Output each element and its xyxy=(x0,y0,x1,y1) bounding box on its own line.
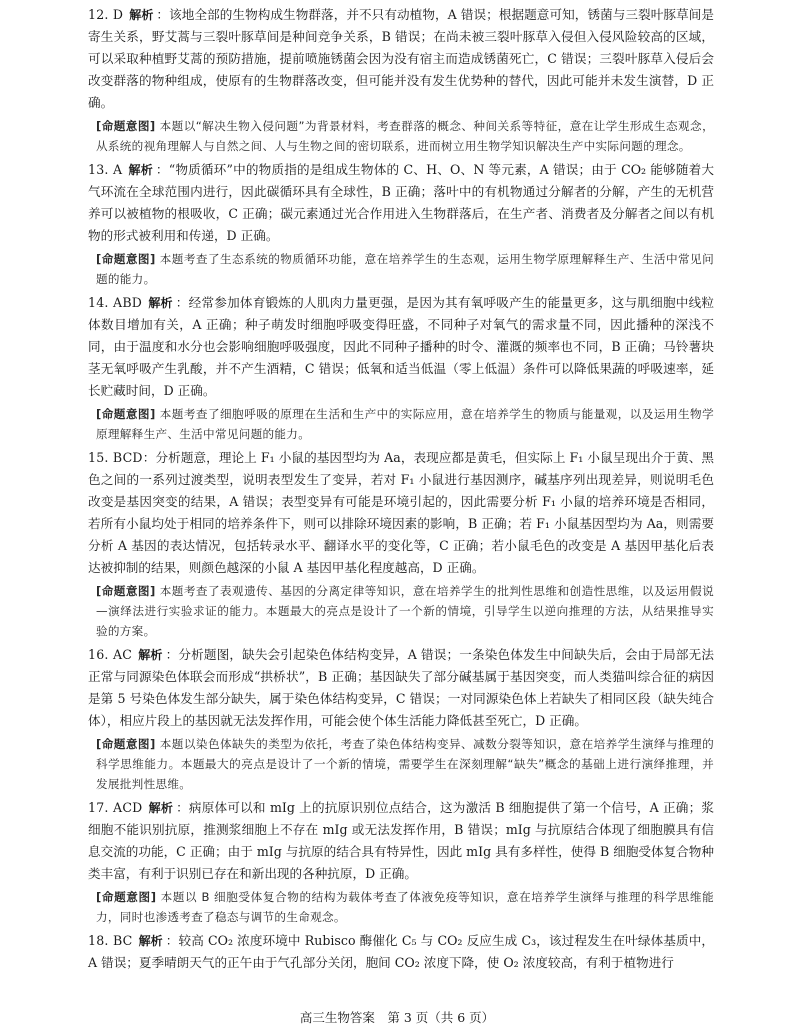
question-paragraph: 14. ABD 解析 ：经常参加体育锻炼的人肌肉力量更强，是因为其有氧呼吸产生的能量更多，这与肌细胞中线粒体数目增加有关，A 正确；种子萌发时细胞呼吸变得旺盛，不同种子对氧气的需求量不同，因此播种的深浅不同，由于温度和水分也会影响细胞呼吸强度，因此不同种子播种的时令、灌溉的频率也不同，B 正确；马铃薯块茎无氧呼吸产生乳酸，并不产生酒精，C 错误；低氧和适当低温（零上低温）条件可以降低果蔬的呼吸速率，延长贮藏时间，D 正确。 xyxy=(88,295,714,398)
intent-text: 本题考查了生态系统的物质循环功能，意在培养学生的生态观，运用生物学原理解释生产、生活中常见问题的能力。 xyxy=(96,252,714,286)
analysis-text: 分析题意，理论上 F₁ 小鼠的基因型均为 Aa，表现应都是黄毛，但实际上 F₁ 小鼠呈现出介于黄、黑色之间的一系列过渡类型，说明表型发生了变异，若对 F₁ 小鼠进行基因测序，碱基序列出现差异，则说明毛色改变是基因突变的结果，A 错误；表型变异有可能是环境引起的，因此需要分析 F₁ 小鼠的培养环境是否相同，若所有小鼠均处于相同的培养条件下，则可以排除环境因素的影响，B 正确；若 F₁ 小鼠基因型均为 Aa，则需要分析 A 基因的表达情况，包括转录水平、翻译水平的变化等，C 正确；若小鼠毛色的改变是 A 基因甲基化后表达被抑制的结果，则颜色越深的小鼠 A 基因甲基化程度越高，D 正确。 xyxy=(88,450,715,575)
analysis-text: 病原体可以和 mIg 上的抗原识别位点结合，这为激活 B 细胞提供了第一个信号，A 正确；浆细胞不能识别抗原，推测浆细胞上不存在 mIg 或无法发挥作用，B 错误；mIg 与抗原结合体现了细胞膜具有信息交流的功能，C 正确；由于 mIg 与抗原的结合具有特异性，因此 mIg 具有多样性，使得 B 细胞受体复合物种类丰富，有利于识别已存在和新出现的各种抗原，D 正确。 xyxy=(88,800,714,881)
question-paragraph: 16. AC 解析 ：分析题图，缺失会引起染色体结构变异，A 错误；一条染色体发生中间缺失后，会由于局部无法正常与同源染色体联会而形成“拱桥状”，B 正确；基因缺失了部分碱基属于基因突变，而人类猫叫综合征的病因是第 5 号染色体发生部分缺失，属于染色体结构变异，C 错误；一对同源染色体上若缺失了相同区段（缺失纯合体），相应片段上的基因就无法发挥作用，可能会使个体生活能力降低甚至死亡，D 正确。 xyxy=(88,647,714,728)
intent-tag: [命题意图] xyxy=(96,119,156,133)
question-17 xyxy=(88,797,714,927)
intent-text: 本题以“解决生物入侵问题”为背景材料，考查群落的概念、种间关系等特征，意在让学生形成生态观念，从系统的视角理解人与自然之间、人与生物之间的密切联系，进而树立用生物学知识解决生产中实际问题的理念。 xyxy=(96,119,714,153)
analysis-text: 经常参加体育锻炼的人肌肉力量更强，是因为其有氧呼吸产生的能量更多，这与肌细胞中线粒体数目增加有关，A 正确；种子萌发时细胞呼吸变得旺盛，不同种子对氧气的需求量不同，因此播种的深浅不同，由于温度和水分也会影响细胞呼吸强度，因此不同种子播种的时令、灌溉的频率也不同，B 正确；马铃薯块茎无氧呼吸产生乳酸，并不产生酒精，C 错误；低氧和适当低温（零上低温）条件可以降低果蔬的呼吸速率，延长贮藏时间，D 正确。 xyxy=(88,295,714,398)
intent-block xyxy=(96,116,714,156)
intent-block xyxy=(96,404,714,444)
analysis-text: 该地全部的生物构成生物群落，并不只有动植物，A 错误；根据题意可知，锈菌与三裂叶豚草间是寄生关系，野艾蒿与三裂叶豚草间是种间竞争关系，B 错误；在尚未被三裂叶豚草入侵但入侵风险较高的区域，可以采取种植野艾蒿的预防措施，提前喷施锈菌会因为没有宿主而造成锈菌死亡，C 错误；三裂叶豚草入侵后会改变群落的物种组成，使原有的生物群落改变，但可能并没有发生优势种的替代，因此可能并未发生演替，D 正确。 xyxy=(88,7,714,110)
intent-text: 本题考查了细胞呼吸的原理在生活和生产中的实际应用，意在培养学生的物质与能量观，以及运用生物学原理解释生产、生活中常见问题的能力。 xyxy=(96,407,714,441)
intent-block xyxy=(96,249,714,289)
question-18 xyxy=(88,930,714,974)
question-12 xyxy=(88,4,714,156)
analysis-text: 分析题图，缺失会引起染色体结构变异，A 错误；一条染色体发生中间缺失后，会由于局部无法正常与同源染色体联会而形成“拱桥状”，B 正确；基因缺失了部分碱基属于基因突变，而人类猫叫综合征的病因是第 5 号染色体发生部分缺失，属于染色体结构变异，C 错误；一对同源染色体上若缺失了相同区段（缺失纯合体），相应片段上的基因就无法发挥作用，可能会使个体生活能力降低甚至死亡，D 正确。 xyxy=(88,647,714,728)
intent-tag: [命题意图] xyxy=(96,407,156,421)
question-16 xyxy=(88,644,714,794)
analysis-label: 解析 xyxy=(148,296,173,310)
intent-tag: [命题意图] xyxy=(96,252,156,266)
analysis-label: 解析 xyxy=(129,8,154,22)
intent-tag: [命题意图] xyxy=(96,890,157,904)
intent-tag: [命题意图] xyxy=(96,584,156,598)
question-13 xyxy=(88,159,714,289)
analysis-label: 解析 xyxy=(128,163,153,177)
question-paragraph: 12. D 解析 ：该地全部的生物构成生物群落，并不只有动植物，A 错误；根据题意可知，锈菌与三裂叶豚草间是寄生关系，野艾蒿与三裂叶豚草间是种间竞争关系，B 错误；在尚未被三裂叶豚草入侵但入侵风险较高的区域，可以采取种植野艾蒿的预防措施，提前喷施锈菌会因为没有宿主而造成锈菌死亡，C 错误；三裂叶豚草入侵后会改变群落的物种组成，使原有的生物群落改变，但可能并没有发生优势种的替代，因此可能并未发生演替，D 正确。 xyxy=(88,7,714,110)
question-number: 18. BC xyxy=(88,933,133,948)
analysis-label: 解析 xyxy=(138,934,163,948)
intent-block xyxy=(96,734,714,794)
intent-text: 本题以 B 细胞受体复合物的结构为载体考查了体液免疫等知识，意在培养学生演绎与推理的科学思维能力，同时也渗透考查了稳态与调节的生命观念。 xyxy=(96,890,714,924)
intent-block xyxy=(96,887,714,927)
intent-text: 本题以染色体缺失的类型为依托，考查了染色体结构变异、减数分裂等知识，意在培养学生演绎与推理的科学思维能力。本题最大的亮点是设计了一个新的情境，需要学生在深刻理解“缺失”概念的基础上进行演绎推理，并发展批判性思维。 xyxy=(96,737,714,791)
question-paragraph: 13. A 解析 ：“物质循环”中的物质指的是组成生物体的 C、H、O、N 等元素，A 错误；由于 CO₂ 能够随着大气环流在全球范围内进行，因此碳循环具有全球性，B 正确；落叶中的有机物通过分解者的分解，产生的无机营养可以被植物的根吸收，C 正确；碳元素通过光合作用进入生物群落后，在生产者、消费者及分解者之间以有机物的形式被利用和传递，D 正确。 xyxy=(88,162,714,243)
question-paragraph: 18. BC 解析 ：较高 CO₂ 浓度环境中 Rubisco 酶催化 C₅ 与 CO₂ 反应生成 C₃，该过程发生在叶绿体基质中，A 错误；夏季晴朗天气的正午由于气孔部分关闭，胞间 CO₂ 浓度下降，使 O₂ 浓度较高，有利于植物进行 xyxy=(88,933,714,970)
question-15 xyxy=(88,447,714,641)
question-number: 15. BCD xyxy=(88,450,143,465)
question-14 xyxy=(88,292,714,444)
question-paragraph: 17. ACD 解析 ：病原体可以和 mIg 上的抗原识别位点结合，这为激活 B 细胞提供了第一个信号，A 正确；浆细胞不能识别抗原，推测浆细胞上不存在 mIg 或无法发挥作用，B 错误；mIg 与抗原结合体现了细胞膜具有信息交流的功能，C 正确；由于 mIg 与抗原的结合具有特异性，因此 mIg 具有多样性，使得 B 细胞受体复合物种类丰富，有利于识别已存在和新出现的各种抗原，D 正确。 xyxy=(88,800,714,881)
intent-tag: [命题意图] xyxy=(96,737,156,751)
question-number: 16. AC xyxy=(88,647,133,662)
analysis-text: “物质循环”中的物质指的是组成生物体的 C、H、O、N 等元素，A 错误；由于 CO₂ 能够随着大气环流在全球范围内进行，因此碳循环具有全球性，B 正确；落叶中的有机物通过分解者的分解，产生的无机营养可以被植物的根吸收，C 正确；碳元素通过光合作用进入生物群落后，在生产者、消费者及分解者之间以有机物的形式被利用和传递，D 正确。 xyxy=(88,162,714,243)
question-number: 12. D xyxy=(88,7,124,22)
question-number: 14. ABD xyxy=(88,295,143,310)
intent-block xyxy=(96,581,714,641)
question-number: 17. ACD xyxy=(88,800,143,815)
question-number: 13. A xyxy=(88,162,123,177)
analysis-text: 较高 CO₂ 浓度环境中 Rubisco 酶催化 C₅ 与 CO₂ 反应生成 C₃，该过程发生在叶绿体基质中，A 错误；夏季晴朗天气的正午由于气孔部分关闭，胞间 CO₂ 浓度下降，使 O₂ 浓度较高，有利于植物进行 xyxy=(88,933,714,970)
question-paragraph: 15. BCD：分析题意，理论上 F₁ 小鼠的基因型均为 Aa，表现应都是黄毛，但实际上 F₁ 小鼠呈现出介于黄、黑色之间的一系列过渡类型，说明表型发生了变异，若对 F₁ 小鼠进行基因测序，碱基序列出现差异，则说明毛色改变是基因突变的结果，A 错误；表型变异有可能是环境引起的，因此需要分析 F₁ 小鼠的培养环境是否相同，若所有小鼠均处于相同的培养条件下，则可以排除环境因素的影响，B 正确；若 F₁ 小鼠基因型均为 Aa，则需要分析 A 基因的表达情况，包括转录水平、翻译水平的变化等，C 正确；若小鼠毛色的改变是 A 基因甲基化后表达被抑制的结果，则颜色越深的小鼠 A 基因甲基化程度越高，D 正确。 xyxy=(88,450,715,575)
analysis-label: 解析 xyxy=(148,801,174,815)
analysis-label: 解析 xyxy=(138,648,163,662)
answer-page xyxy=(88,4,714,974)
intent-text: 本题考查了表观遗传、基因的分离定律等知识，意在培养学生的批判性思维和创造性思维，以及运用假说—演绎法进行实验求证的能力。本题最大的亮点是设计了一个新的情境，引导学生以逆向推理的方法，从结果推导实验的方案。 xyxy=(96,584,714,638)
page-footer: 高三生物答案 第 3 页（共 6 页） xyxy=(299,1010,495,1025)
